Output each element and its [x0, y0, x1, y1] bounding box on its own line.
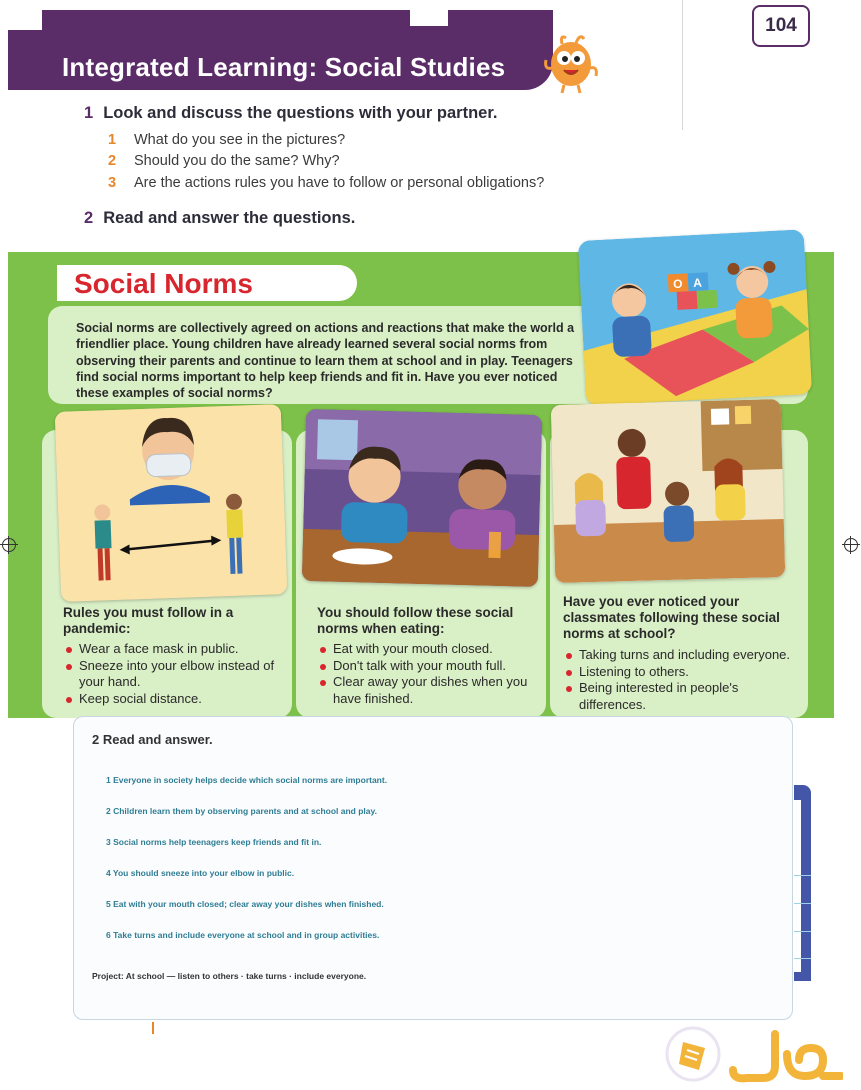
banner-notch — [8, 8, 42, 30]
page-number: 104 — [752, 5, 810, 47]
column-heading: Rules you must follow in a pandemic: — [63, 605, 234, 636]
exercise-1-heading — [84, 104, 497, 123]
column-heading: Have you ever noticed your classmates following these social norms at school? — [563, 594, 780, 641]
mascot-icon — [540, 30, 602, 96]
banner-notch — [410, 8, 448, 26]
answer-line: 6 Take turns and include everyone at school and in group activities. — [106, 930, 380, 940]
list-item: Sneeze into your elbow instead of your hand. — [64, 658, 290, 691]
writing-line — [794, 903, 811, 904]
column-heading: You should follow these social norms when eating: — [317, 605, 514, 636]
answer-line: 5 Eat with your mouth closed; clear away your dishes when finished. — [106, 899, 384, 909]
answer-line: 2 Children learn them by observing parents and at school and play. — [106, 806, 377, 816]
svg-text:A: A — [692, 275, 703, 291]
watermark-logo-icon — [663, 1020, 843, 1086]
list-item: Wear a face mask in public. — [64, 641, 290, 658]
question-text: Should you do the same? Why? — [134, 153, 340, 169]
writing-line — [794, 958, 811, 959]
exercise-number: 2 — [84, 209, 94, 227]
project-line: Project: At school — listen to others · take turns · include everyone. — [92, 971, 367, 981]
list-item: Listening to others. — [564, 664, 800, 681]
eating-illustration — [302, 409, 542, 587]
page-title: Integrated Learning: Social Studies — [62, 52, 506, 82]
writing-line — [794, 875, 811, 876]
svg-text:O: O — [672, 276, 683, 292]
writing-line — [794, 931, 811, 932]
question-number: 2 — [108, 153, 117, 169]
answer-line: 3 Social norms help teenagers keep friends and fit in. — [106, 837, 322, 847]
reading-title: Social Norms — [74, 268, 253, 299]
list-item: Don't talk with your mouth full. — [318, 658, 540, 675]
question-item — [108, 175, 544, 191]
children-playing-illustration — [578, 229, 812, 406]
exercise-2-heading — [84, 209, 355, 228]
pandemic-illustration — [55, 404, 287, 602]
list-item: Eat with your mouth closed. — [318, 641, 540, 658]
question-text: What do you see in the pictures? — [134, 132, 346, 148]
answer-card-title: 2 Read and answer. — [92, 732, 213, 747]
registration-mark-icon — [844, 538, 858, 552]
question-item — [108, 153, 340, 169]
bullet-list — [64, 641, 290, 707]
question-text: Are the actions rules you have to follow or personal obligations? — [134, 175, 545, 191]
school-illustration — [551, 399, 786, 583]
side-tab-inner — [794, 800, 801, 972]
intro-text: Social norms are collectively agreed on actions and reactions that make the world a friendlier place. Young children have already learned several social norms from observing their parents and continue to learn them at school and in play. Teenagers find social norms important to help keep friends and fit in. Have you ever noticed these examples of social norms? — [76, 321, 575, 401]
answer-line: 4 You should sneeze into your elbow in public. — [106, 868, 295, 878]
bullet-list — [564, 647, 800, 713]
list-item: Clear away your dishes when you have finished. — [318, 674, 540, 707]
bullet-list — [318, 641, 540, 707]
question-number: 1 — [108, 132, 117, 148]
list-item: Being interested in people's differences. — [564, 680, 800, 713]
exercise-number: 1 — [84, 104, 94, 122]
orange-tick — [152, 1022, 154, 1034]
answer-line: 1 Everyone in society helps decide which social norms are important. — [106, 775, 388, 785]
list-item: Taking turns and including everyone. — [564, 647, 800, 664]
list-item: Keep social distance. — [64, 691, 290, 708]
exercise-heading-text: Look and discuss the questions with your partner. — [103, 104, 498, 122]
divider — [682, 0, 683, 130]
question-item — [108, 132, 345, 148]
question-number: 3 — [108, 175, 117, 191]
registration-mark-icon — [2, 538, 16, 552]
exercise-heading-text: Read and answer the questions. — [103, 209, 356, 227]
